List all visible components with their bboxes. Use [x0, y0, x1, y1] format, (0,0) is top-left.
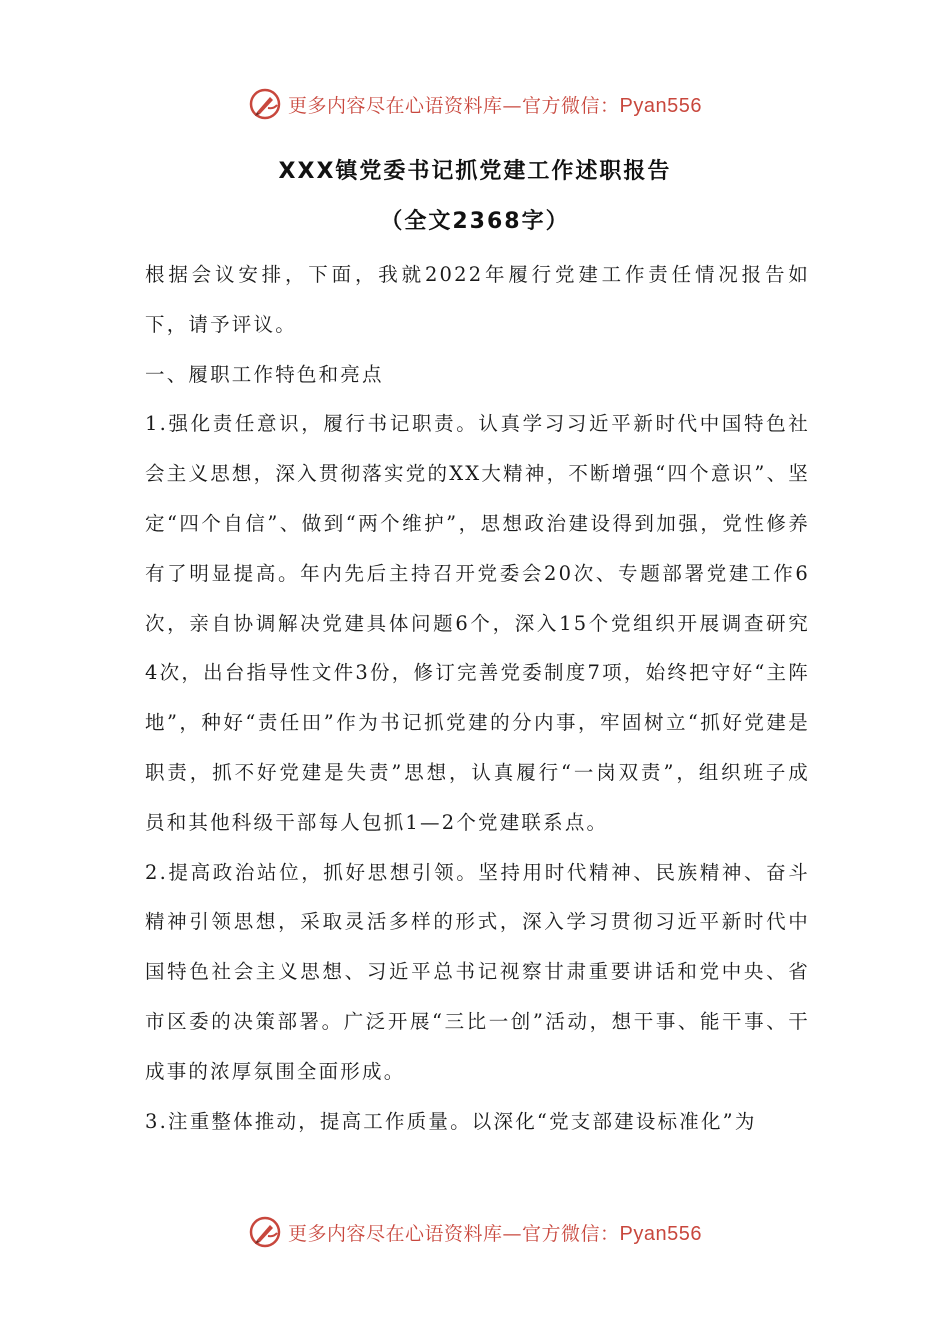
document-subtitle: （全文2368字）	[380, 209, 570, 234]
wechat-id: Pyan556	[619, 1222, 702, 1245]
watermark-footer	[0, 1212, 950, 1252]
document-title: XXX镇党委书记抓党建工作述职报告	[278, 159, 672, 184]
document-body	[145, 250, 810, 1146]
watermark-header	[0, 84, 950, 124]
paragraph-item-1: 1.强化责任意识，履行书记职责。认真学习习近平新时代中国特色社会主义思想，深入贯彻落实党的XX大精神，不断增强“四个意识”、坚定“四个自信”、做到“两个维护”，思想政治建设得到加强，党性修养有了明显提高。年内先后主持召开党委会20次、专题部署党建工作6次，亲自协调解决党建具体问题6个，深入15个党组织开展调查研究4次，出台指导性文件3份，修订完善党委制度7项，始终把守好“主阵地”，种好“责任田”作为书记抓党建的分内事，牢固树立“抓好党建是职责，抓不好党建是失责”思想，认真履行“一岗双责”，组织班子成员和其他科级干部每人包抓1—2个党建联系点。	[145, 412, 810, 834]
watermark-text: 更多内容尽在心语资料库—官方微信：Pyan556	[288, 1222, 702, 1245]
section-heading: 一、履职工作特色和亮点	[145, 362, 384, 386]
wechat-id: Pyan556	[619, 94, 702, 117]
paragraph-intro: 根据会议安排，下面，我就2022年履行党建工作责任情况报告如下，请予评议。	[145, 263, 810, 336]
paragraph-item-3: 3.注重整体推动，提高工作质量。以深化“党支部建设标准化”为	[145, 1109, 757, 1133]
watermark-text: 更多内容尽在心语资料库—官方微信：Pyan556	[288, 94, 702, 117]
pen-logo-icon	[248, 87, 282, 121]
pen-logo-icon	[248, 1215, 282, 1249]
paragraph-item-2: 2.提高政治站位，抓好思想引领。坚持用时代精神、民族精神、奋斗精神引领思想，采取灵活多样的形式，深入学习贯彻习近平新时代中国特色社会主义思想、习近平总书记视察甘肃重要讲话和党中央、省市区委的决策部署。广泛开展“三比一创”活动，想干事、能干事、干成事的浓厚氛围全面形成。	[145, 860, 810, 1083]
